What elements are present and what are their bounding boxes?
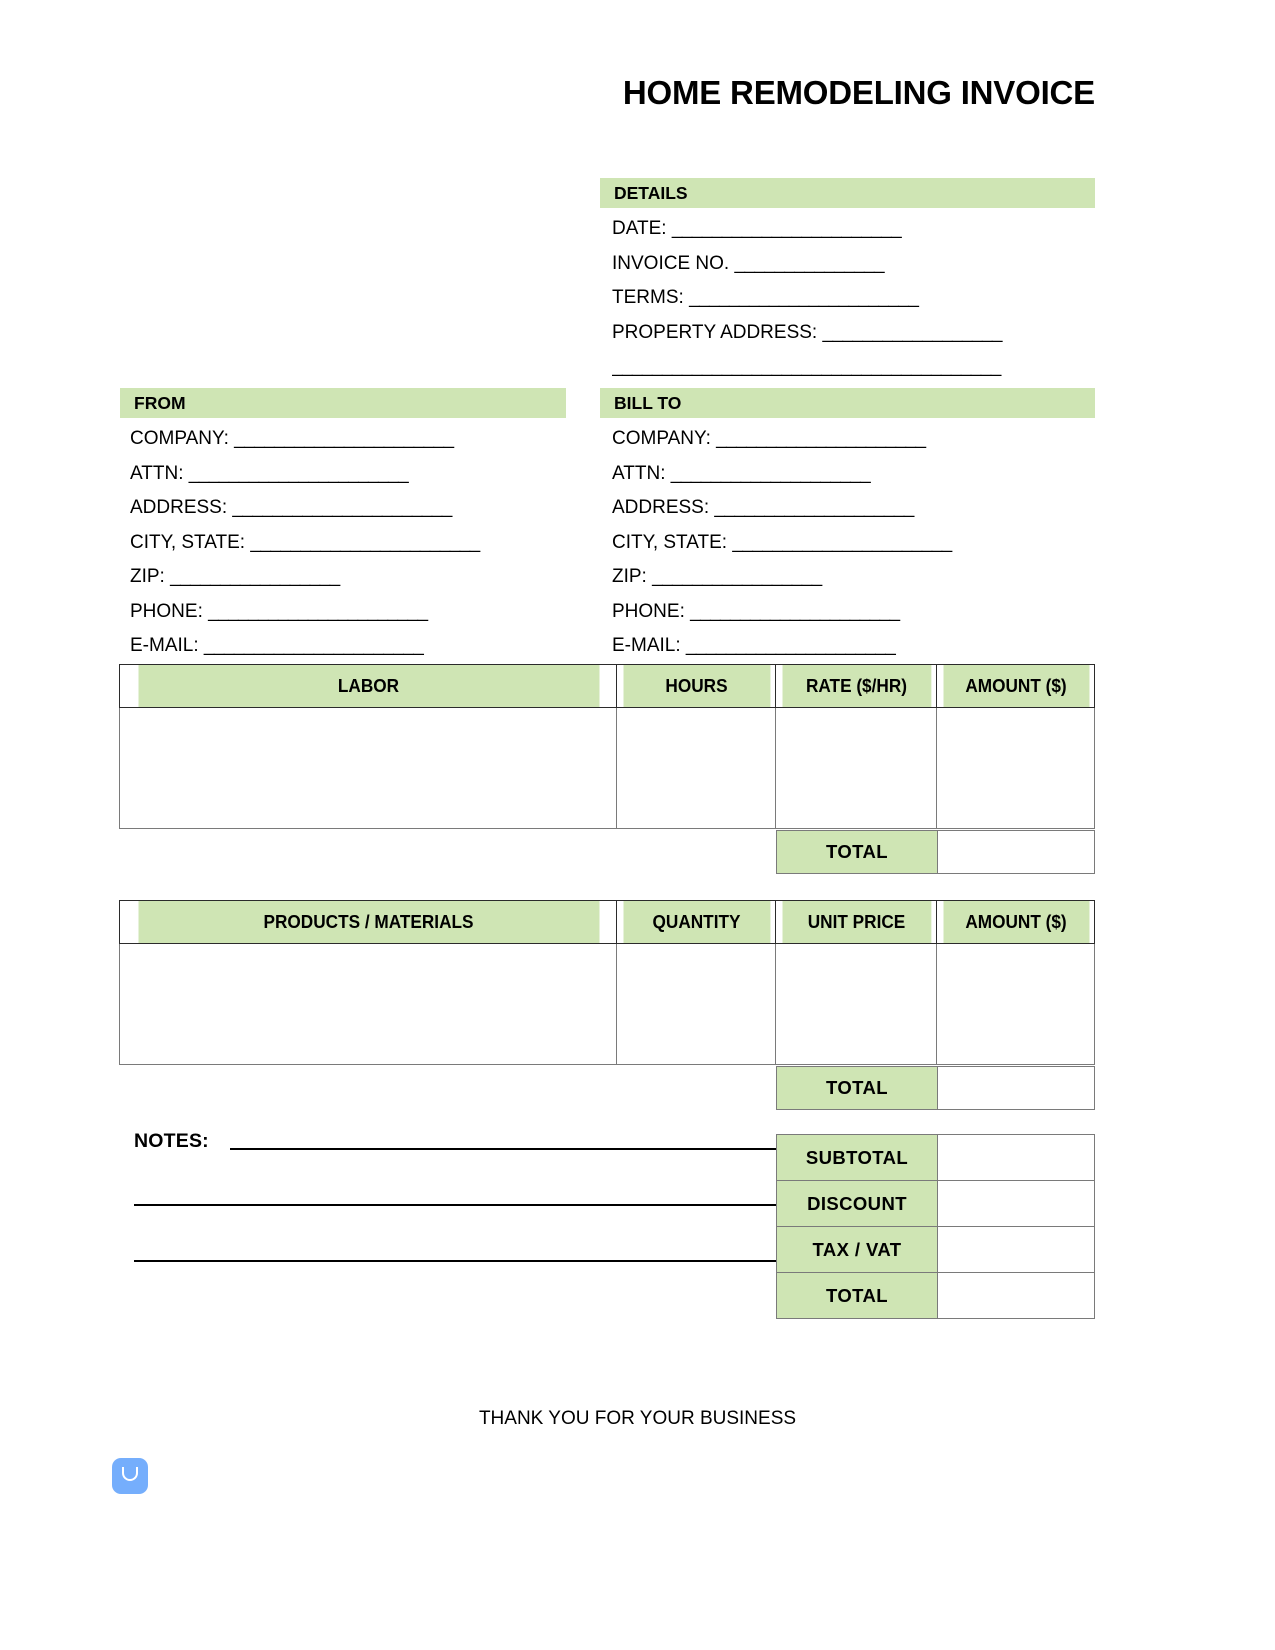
bill-to-company-rule: _____________________ [716, 428, 926, 449]
products-col-amount: AMOUNT ($) [942, 901, 1089, 944]
labor-table-header-row [120, 665, 1095, 708]
labor-table [119, 664, 1095, 829]
from-field-company[interactable] [130, 422, 600, 457]
bill-to-field-company[interactable] [612, 422, 1092, 457]
bill-to-field-attn[interactable] [612, 457, 1092, 492]
from-zip-rule: _________________ [170, 566, 340, 587]
bill-to-field-zip[interactable] [612, 560, 1092, 595]
notes-line-3[interactable] [134, 1260, 813, 1262]
labor-total-table [776, 830, 1095, 874]
notes-line-2[interactable] [134, 1204, 813, 1206]
products-total-label: TOTAL [777, 1067, 938, 1110]
details-property-address-label: PROPERTY ADDRESS: [612, 321, 818, 343]
labor-total-label: TOTAL [777, 831, 938, 874]
details-field-property-address-cont[interactable] [612, 350, 1132, 385]
products-cell-description[interactable] [120, 944, 617, 1065]
summary-discount-label: DISCOUNT [777, 1181, 938, 1227]
summary-row-tax [777, 1227, 1095, 1273]
details-section-header [600, 178, 1095, 208]
from-section-header [120, 388, 566, 418]
labor-cell-amount[interactable] [937, 708, 1095, 829]
details-field-invoice-no[interactable] [612, 247, 1132, 282]
bill-to-section-header [600, 388, 1095, 418]
products-cell-quantity[interactable] [617, 944, 776, 1065]
details-property-address-rule-2: _______________________________________ [612, 356, 1001, 377]
products-col-description: PRODUCTS / MATERIALS [137, 901, 599, 944]
smile-logo-icon [112, 1458, 148, 1494]
products-col-quantity: QUANTITY [622, 901, 770, 944]
details-field-terms[interactable] [612, 281, 1132, 316]
products-table-header-row [120, 901, 1095, 944]
details-date-rule: _______________________ [671, 218, 902, 239]
from-company-label: COMPANY: [130, 428, 229, 449]
bill-to-phone-rule: _____________________ [690, 600, 900, 622]
bill-to-field-city-state[interactable] [612, 526, 1092, 561]
from-city-state-rule: _______________________ [250, 531, 480, 553]
details-invoice-no-label: INVOICE NO. [612, 252, 730, 274]
bill-to-phone-label: PHONE: [612, 600, 685, 622]
summary-subtotal-value[interactable] [938, 1135, 1095, 1181]
labor-total-row [777, 831, 1095, 874]
labor-col-description: LABOR [137, 665, 599, 708]
labor-table-row [120, 708, 1095, 829]
labor-col-hours: HOURS [622, 665, 770, 708]
from-company-rule: ______________________ [234, 428, 454, 449]
details-field-list [612, 212, 1132, 385]
details-date-label: DATE: [612, 218, 667, 239]
from-field-city-state[interactable] [130, 526, 600, 561]
from-attn-rule: ______________________ [188, 462, 409, 484]
notes-line-1[interactable] [230, 1148, 813, 1150]
bill-to-field-phone[interactable] [612, 595, 1092, 630]
labor-col-amount: AMOUNT ($) [942, 665, 1089, 708]
bill-to-company-label: COMPANY: [612, 428, 711, 449]
products-total-row [777, 1067, 1095, 1110]
summary-tax-value[interactable] [938, 1227, 1095, 1273]
notes-section [134, 1130, 834, 1280]
from-attn-label: ATTN: [130, 462, 184, 484]
details-heading-label: DETAILS [614, 183, 688, 203]
bill-to-field-list [612, 422, 1092, 664]
from-phone-rule: ______________________ [208, 600, 428, 622]
products-cell-unit-price[interactable] [776, 944, 937, 1065]
from-zip-label: ZIP: [130, 566, 165, 587]
from-field-phone[interactable] [130, 595, 600, 630]
products-table [119, 900, 1095, 1065]
smile-arc-shape [122, 1467, 138, 1481]
details-terms-rule: _______________________ [689, 287, 919, 308]
summary-row-subtotal [777, 1135, 1095, 1181]
summary-discount-value[interactable] [938, 1181, 1095, 1227]
bill-to-attn-label: ATTN: [612, 462, 666, 484]
summary-subtotal-label: SUBTOTAL [777, 1135, 938, 1181]
bill-to-email-label: E-MAIL: [612, 635, 681, 656]
from-email-rule: ______________________ [203, 635, 424, 656]
from-field-list [130, 422, 600, 664]
footer-thank-you: THANK YOU FOR YOUR BUSINESS [478, 1408, 797, 1429]
details-invoice-no-rule: _______________ [734, 252, 884, 274]
from-email-label: E-MAIL: [130, 635, 199, 656]
bill-to-email-rule: _____________________ [685, 635, 896, 656]
from-field-email[interactable] [130, 629, 600, 664]
from-field-zip[interactable] [130, 560, 600, 595]
bill-to-zip-rule: _________________ [652, 566, 822, 587]
bill-to-address-label: ADDRESS: [612, 497, 710, 518]
products-total-table [776, 1066, 1095, 1110]
bill-to-address-rule: ____________________ [714, 497, 914, 518]
labor-cell-description[interactable] [120, 708, 617, 829]
notes-label: NOTES: [134, 1130, 209, 1152]
products-total-value[interactable] [938, 1067, 1095, 1110]
products-cell-amount[interactable] [937, 944, 1095, 1065]
from-field-address[interactable] [130, 491, 600, 526]
from-address-label: ADDRESS: [130, 497, 228, 518]
summary-total-label: TOTAL [777, 1273, 938, 1319]
bill-to-zip-label: ZIP: [612, 566, 647, 587]
bill-to-field-email[interactable] [612, 629, 1092, 664]
page-title: HOME REMODELING INVOICE [622, 74, 1095, 111]
summary-total-value[interactable] [938, 1273, 1095, 1319]
details-property-address-rule: __________________ [822, 321, 1002, 343]
labor-cell-rate[interactable] [776, 708, 937, 829]
from-address-rule: ______________________ [232, 497, 452, 518]
details-field-property-address[interactable] [612, 316, 1132, 351]
from-heading-label: FROM [134, 393, 186, 413]
details-field-date[interactable] [612, 212, 1132, 247]
labor-total-value[interactable] [938, 831, 1095, 874]
products-col-unit-price: UNIT PRICE [781, 901, 931, 944]
bill-to-city-state-label: CITY, STATE: [612, 531, 728, 553]
labor-col-rate: RATE ($/HR) [781, 665, 931, 708]
bill-to-attn-rule: ____________________ [670, 462, 871, 484]
summary-row-discount [777, 1181, 1095, 1227]
products-table-row [120, 944, 1095, 1065]
summary-row-total [777, 1273, 1095, 1319]
from-field-attn[interactable] [130, 457, 600, 492]
bill-to-city-state-rule: ______________________ [732, 531, 952, 553]
details-terms-label: TERMS: [612, 287, 684, 308]
from-phone-label: PHONE: [130, 600, 203, 622]
bill-to-field-address[interactable] [612, 491, 1092, 526]
summary-table [776, 1134, 1095, 1319]
labor-cell-hours[interactable] [617, 708, 776, 829]
bill-to-heading-label: BILL TO [614, 393, 682, 413]
from-city-state-label: CITY, STATE: [130, 531, 246, 553]
summary-tax-label: TAX / VAT [777, 1227, 938, 1273]
